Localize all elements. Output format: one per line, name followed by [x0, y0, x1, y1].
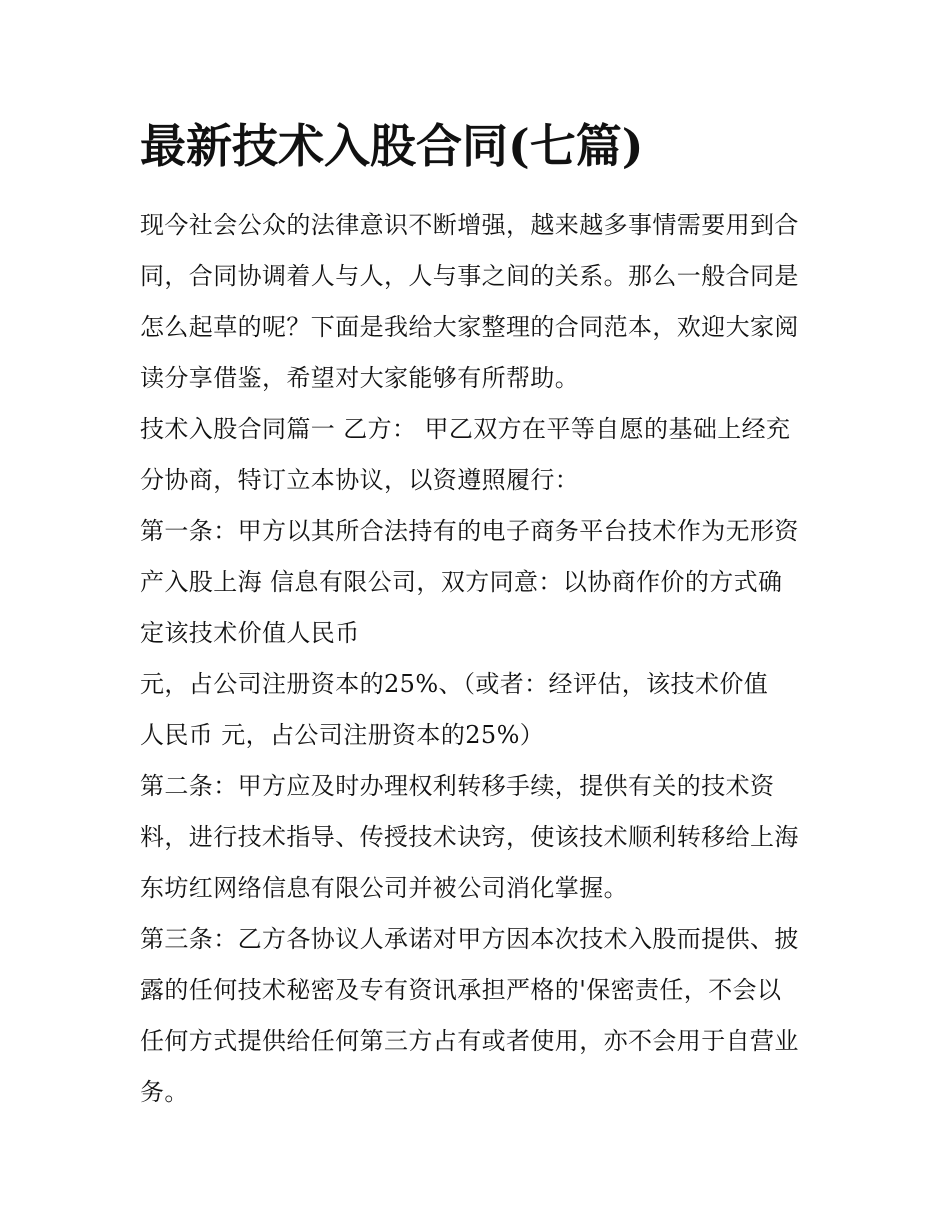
- body-line: 第三条：乙方各协议人承诺对甲方因本次技术入股而提供、披: [140, 925, 799, 953]
- body-line: 读分享借鉴，希望对大家能够有所帮助。: [140, 364, 580, 392]
- body-line: 怎么起草的呢？下面是我给大家整理的合同范本，欢迎大家阅: [140, 313, 799, 341]
- document-body: [140, 200, 820, 1118]
- body-line: 东坊红网络信息有限公司并被公司消化掌握。: [140, 874, 628, 902]
- body-line: 人民币 元，占公司注册资本的25%）: [140, 721, 545, 749]
- body-line: 第一条：甲方以其所合法持有的电子商务平台技术作为无形资: [140, 517, 799, 545]
- body-line: 同，合同协调着人与人，人与事之间的关系。那么一般合同是: [140, 262, 799, 290]
- body-line: 第二条：甲方应及时办理权利转移手续，提供有关的技术资: [140, 772, 775, 800]
- body-line: 任何方式提供给任何第三方占有或者使用，亦不会用于自营业: [140, 1027, 799, 1055]
- body-line: 定该技术价值人民币: [140, 619, 360, 647]
- body-line: 技术入股合同篇一 乙方： 甲乙双方在平等自愿的基础上经充: [140, 415, 791, 443]
- body-line: 产入股上海 信息有限公司，双方同意：以协商作价的方式确: [140, 568, 783, 596]
- body-line: 料，进行技术指导、传授技术诀窍，使该技术顺利转移给上海: [140, 823, 799, 851]
- body-line: 露的任何技术秘密及专有资讯承担严格的'保密责任，不会以: [140, 976, 782, 1004]
- body-line: 务。: [140, 1078, 189, 1106]
- body-line: 现今社会公众的法律意识不断增强，越来越多事情需要用到合: [140, 211, 799, 239]
- body-line: 分协商，特订立本协议，以资遵照履行：: [140, 466, 580, 494]
- document-title: 最新技术入股合同(七篇): [140, 119, 644, 173]
- body-line: 元，占公司注册资本的25%、（或者：经评估，该技术价值: [140, 670, 769, 698]
